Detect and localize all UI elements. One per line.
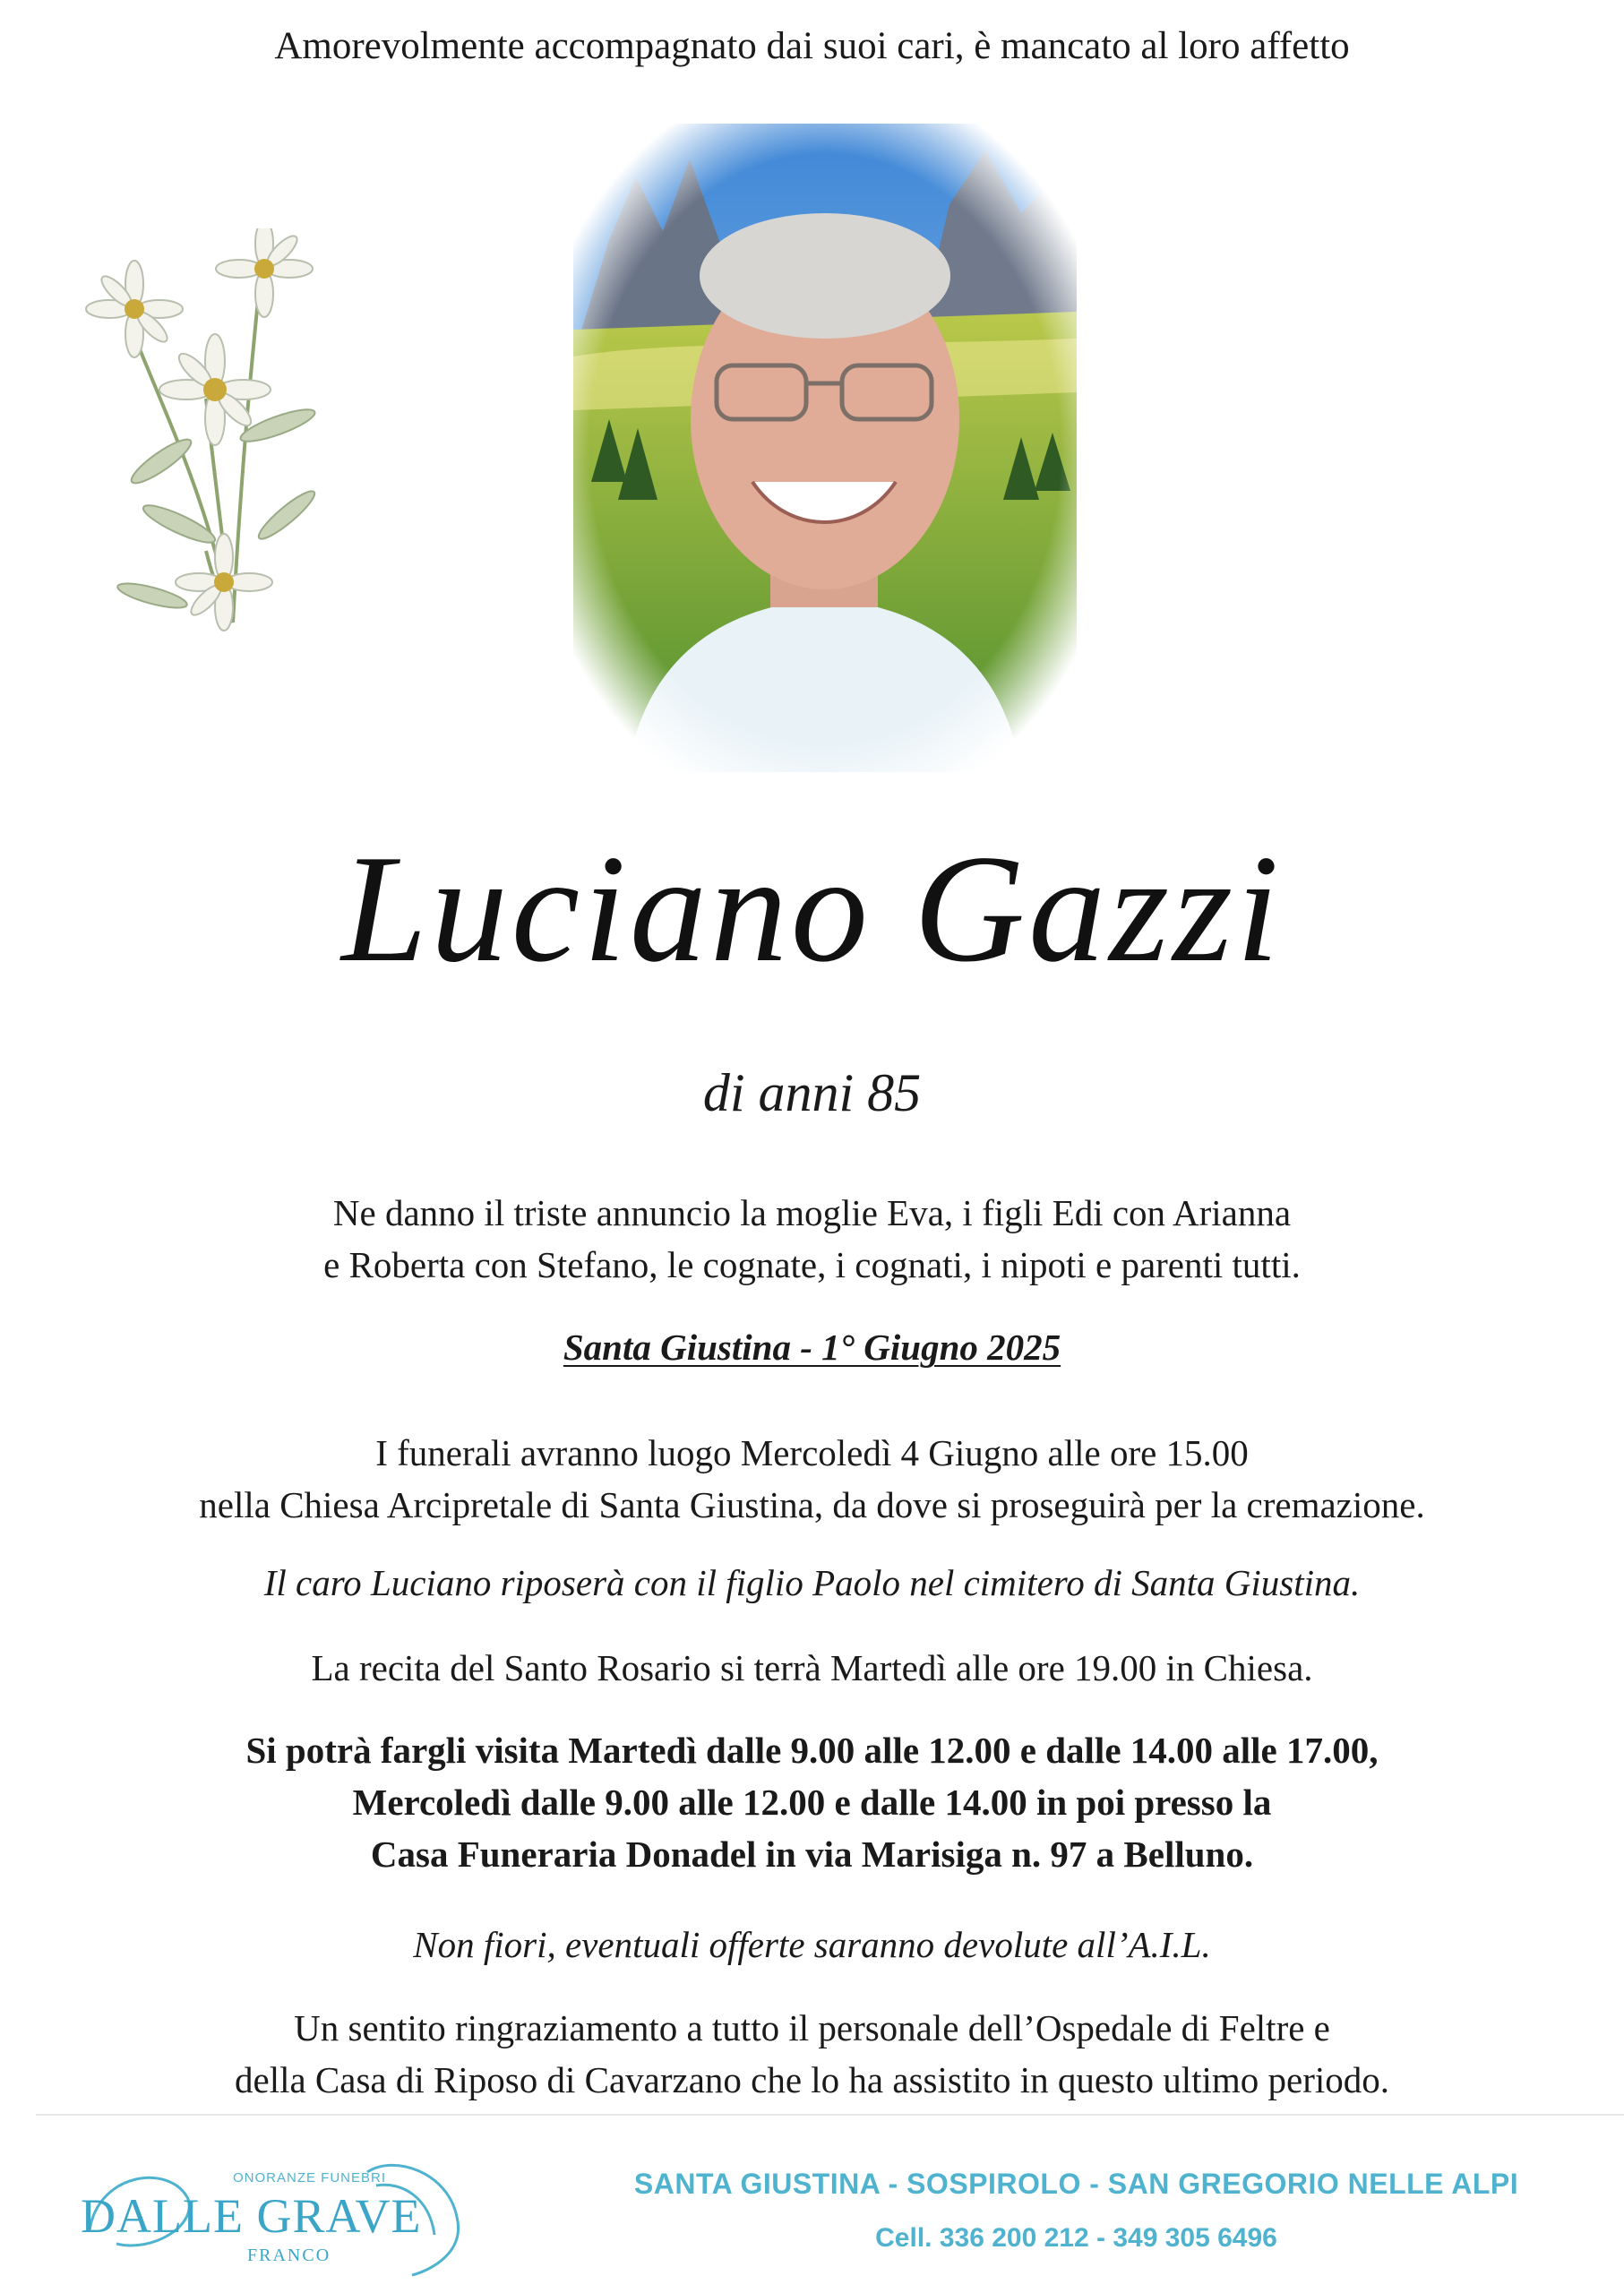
thanks-note — [0, 2002, 1624, 2106]
thanks-line: Un sentito ringraziamento a tutto il personale dell’Ospedale di Feltre e — [294, 2007, 1330, 2048]
footer-divider — [36, 2114, 1624, 2116]
family-line: Ne danno il triste annuncio la moglie Eva, i figli Edi con Arianna — [332, 1192, 1292, 1233]
logo-small-text: ONORANZE FUNEBRI — [233, 2170, 387, 2186]
rest-note: Il caro Luciano riposerà con il figlio Paolo nel cimitero di Santa Giustina. — [263, 1562, 1361, 1603]
age-text: di anni 85 — [702, 1063, 922, 1122]
funeral-info — [0, 1427, 1624, 1531]
family-announcement — [0, 1187, 1624, 1291]
footer-places: SANTA GIUSTINA - SOSPIROLO - SAN GREGORIO NELLE ALPI — [633, 2168, 1519, 2200]
thanks-line: della Casa di Riposo di Cavarzano che lo ha assistito in questo ultimo periodo. — [235, 2059, 1389, 2100]
funeral-line: nella Chiesa Arcipretale di Santa Giustina, da dove si proseguirà per la cremazione. — [199, 1484, 1425, 1525]
footer-phone: Cell. 336 200 212 - 349 305 6496 — [875, 2223, 1277, 2253]
edelweiss-illustration-icon — [72, 228, 394, 640]
visit-info — [0, 1724, 1624, 1880]
funeral-line: I funerali avranno luogo Mercoledì 4 Giugno alle ore 15.00 — [375, 1432, 1249, 1473]
rosary-info: La recita del Santo Rosario si terrà Martedì alle ore 19.00 in Chiesa. — [311, 1647, 1313, 1688]
dalle-grave-logo-icon — [72, 2145, 493, 2280]
visit-line: Casa Funeraria Donadel in via Marisiga n. 97 a Belluno. — [370, 1834, 1254, 1875]
logo-main-text: DALLE GRAVE — [81, 2189, 422, 2243]
flowers-note: Non fiori, eventuali offerte saranno devolute all’A.I.L. — [413, 1924, 1211, 1965]
visit-line: Si potrà fargli visita Martedì dalle 9.00 alle 12.00 e dalle 14.00 alle 17.00, — [245, 1730, 1379, 1771]
place-date-text: Santa Giustina - 1° Giugno 2025 — [563, 1327, 1061, 1368]
logo-sub-text: FRANCO — [247, 2246, 331, 2265]
intro-text: Amorevolmente accompagnato dai suoi cari, è mancato al loro affetto — [274, 25, 1350, 67]
visit-line: Mercoledì dalle 9.00 alle 12.00 e dalle 14.00 in poi presso la — [352, 1782, 1272, 1823]
place-date — [0, 1321, 1624, 1373]
portrait-photo-icon — [573, 124, 1077, 772]
family-line: e Roberta con Stefano, le cognate, i cognati, i nipoti e parenti tutti. — [323, 1244, 1301, 1285]
deceased-name: Luciano Gazzi — [341, 824, 1283, 994]
